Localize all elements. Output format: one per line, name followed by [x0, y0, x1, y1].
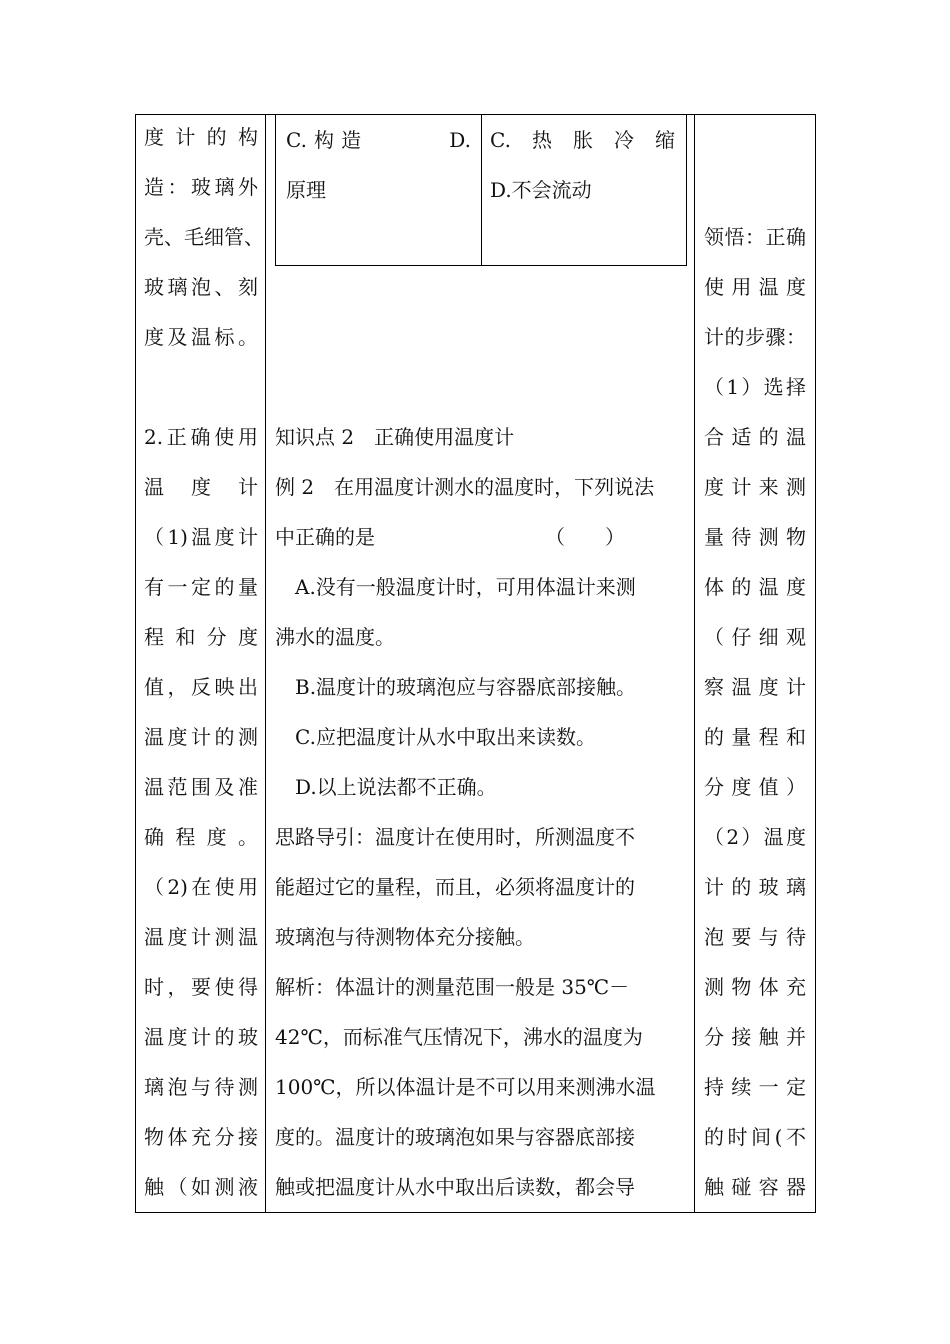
text-line: 温度计的测: [144, 725, 258, 749]
text-line: D.以上说法都不正确。: [275, 775, 497, 799]
text-line: 察温度计: [704, 675, 806, 699]
text-line: 原理: [286, 178, 326, 202]
text-line: 体的温度: [704, 575, 806, 599]
text-line: D.不会流动: [490, 178, 592, 202]
text-line: 沸水的温度。: [275, 625, 395, 649]
text-line: 42℃，而标准气压情况下，沸水的温度为: [275, 1025, 643, 1049]
text-line: 知识点 2 正确使用温度计: [275, 425, 515, 449]
text-line: 壳、毛细管、: [144, 225, 264, 249]
text-line: B.温度计的玻璃泡应与容器底部接触。: [275, 675, 637, 699]
text-line: 温度计测温: [144, 925, 258, 949]
text-line: 使用温度: [704, 275, 806, 299]
text-line: 分度值）: [704, 775, 806, 799]
text-line: 计的玻璃: [704, 875, 806, 899]
text-line: 能超过它的量程，而且，必须将温度计的: [275, 875, 635, 899]
left-column: [144, 112, 264, 1212]
text-line: 触或把温度计从水中取出后读数，都会导: [275, 1175, 635, 1199]
text-line: [704, 112, 806, 162]
text-line: 确程度。: [144, 825, 258, 849]
text-line: （2）温度: [704, 825, 806, 849]
text-line: 思路导引：温度计在使用时，所测温度不: [275, 825, 635, 849]
text-line: 触（如测液: [144, 1175, 258, 1199]
text-line: 100℃，所以体温计是不可以用来测沸水温: [275, 1075, 656, 1099]
text-line: 时，要使得: [144, 975, 258, 999]
text-line: 分接触并: [704, 1025, 806, 1049]
text-line: 玻璃泡、刻: [144, 275, 258, 299]
text-line: 量待测物: [704, 525, 806, 549]
right-column: [704, 112, 806, 1212]
text-line: 温度计: [144, 475, 258, 499]
text-line: 触碰容器: [704, 1175, 806, 1199]
text-line: C.热胀冷缩: [490, 128, 675, 152]
text-line: 度计的构: [144, 125, 258, 149]
text-line: 值，反映出: [144, 675, 258, 699]
column-divider: [265, 114, 266, 1213]
text-line: （1）选择: [704, 375, 806, 399]
option-box: [275, 114, 687, 266]
option-box-right-cell: [490, 115, 675, 215]
text-line: 程和分度: [144, 625, 258, 649]
text-line: （2)在使用: [144, 875, 258, 899]
text-line: 度计来测: [704, 475, 806, 499]
text-line: 解析：体温计的测量范围一般是 35℃－: [275, 975, 630, 999]
text-line: 泡要与待: [704, 925, 806, 949]
text-line: [144, 362, 258, 412]
text-line: （仔细观: [704, 625, 806, 649]
text-line: C.构造 D.: [286, 128, 471, 152]
text-line: 度的。温度计的玻璃泡如果与容器底部接: [275, 1125, 635, 1149]
text-line: （1)温度计: [144, 525, 258, 549]
text-line: 持续一定: [704, 1075, 806, 1099]
text-line: 测物体充: [704, 975, 806, 999]
text-line: 有一定的量: [144, 575, 258, 599]
text-line: 物体充分接: [144, 1125, 258, 1149]
text-line: 温范围及准: [144, 775, 258, 799]
text-line: 的时间(不: [704, 1125, 806, 1149]
text-line: C.应把温度计从水中取出来读数。: [275, 725, 596, 749]
text-line: 2.正确使用: [144, 425, 258, 449]
text-line: 例 2 在用温度计测水的温度时，下列说法: [275, 475, 655, 499]
text-line: [704, 162, 806, 212]
text-line: A.没有一般温度计时，可用体温计来测: [275, 575, 636, 599]
text-line: 玻璃泡与待测物体充分接触。: [275, 925, 535, 949]
column-divider: [694, 114, 695, 1213]
text-line: 造：玻璃外: [144, 175, 258, 199]
middle-column: [275, 412, 687, 1212]
option-box-left-cell: [286, 115, 471, 215]
text-line: 计的步骤：: [704, 325, 806, 349]
text-line: 度及温标。: [144, 325, 258, 349]
text-line: 合适的温: [704, 425, 806, 449]
text-line: 璃泡与待测: [144, 1075, 258, 1099]
option-box-divider: [481, 115, 482, 265]
text-line: 中正确的是 （ ）: [275, 525, 625, 549]
text-line: 的量程和: [704, 725, 806, 749]
text-line: 领悟：正确: [704, 225, 806, 249]
text-line: 温度计的玻: [144, 1025, 258, 1049]
